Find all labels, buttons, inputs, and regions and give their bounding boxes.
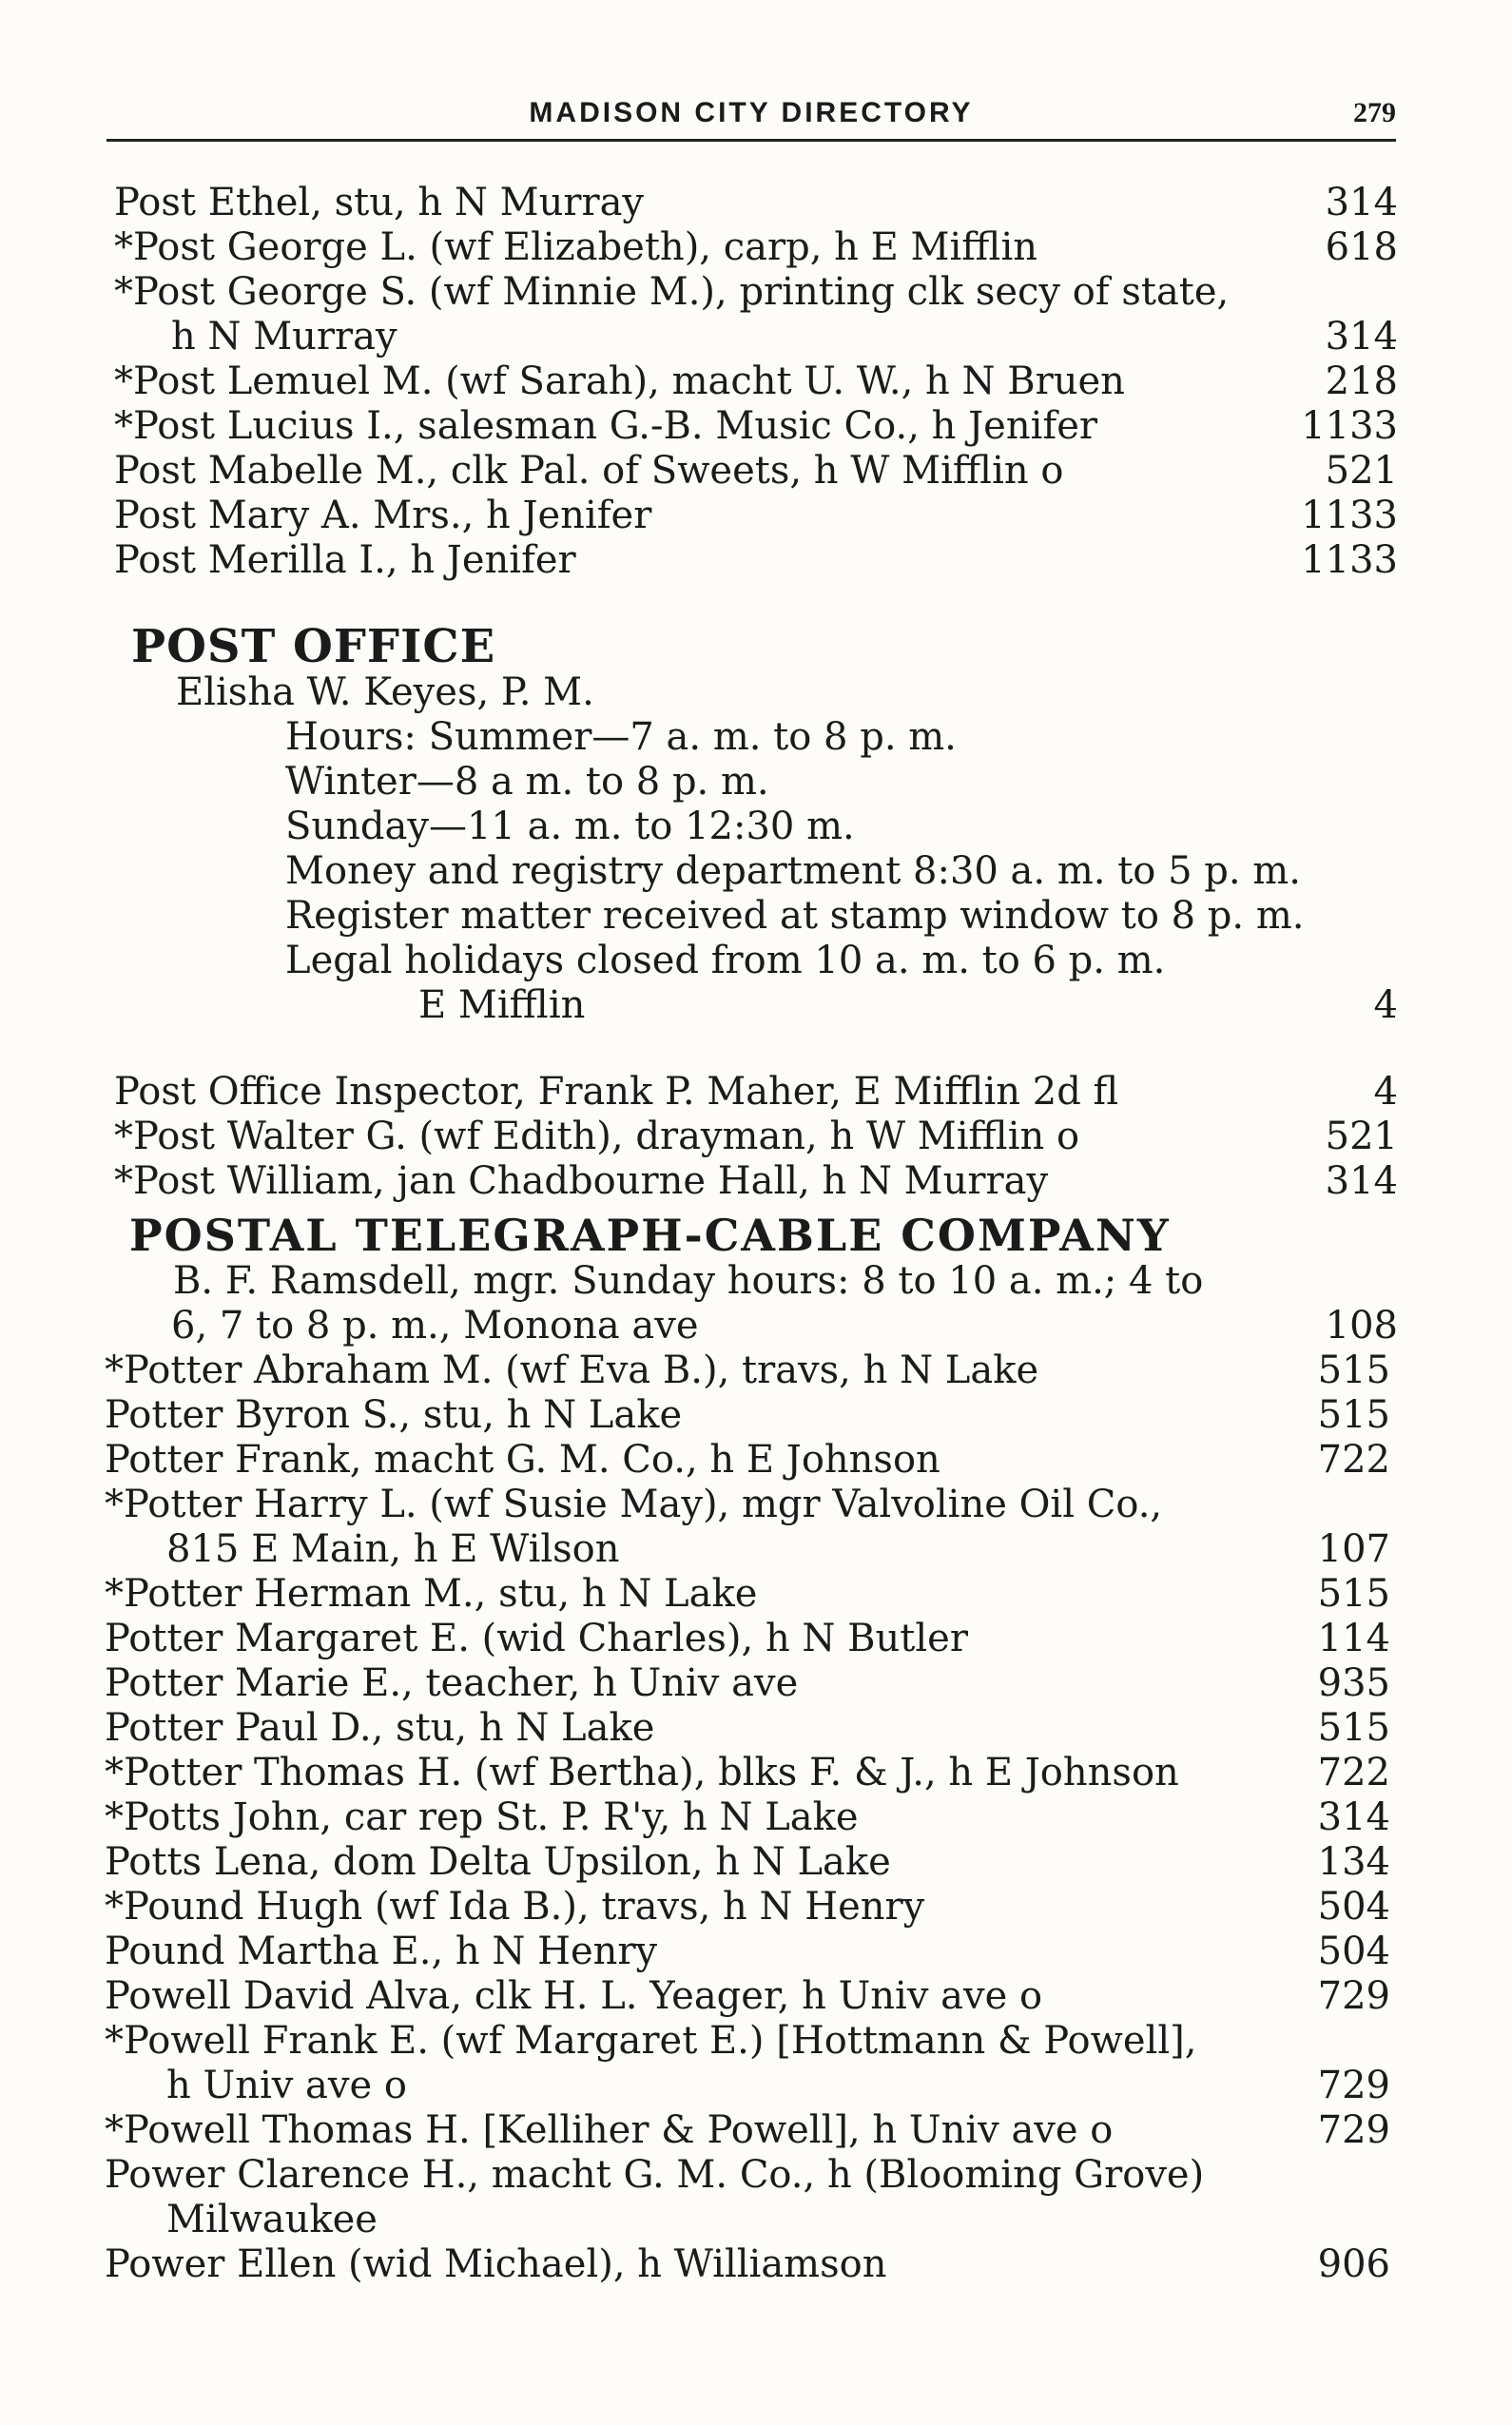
directory-entry bbox=[0, 2108, 1512, 2153]
directory-entry bbox=[0, 1159, 1512, 1204]
hours-line bbox=[0, 939, 1512, 983]
directory-content bbox=[0, 181, 1512, 2287]
entry-number: 729 bbox=[1317, 2108, 1390, 2152]
directory-entry bbox=[0, 1974, 1512, 2019]
directory-entry bbox=[0, 2198, 1512, 2242]
entry-number: 729 bbox=[1317, 1974, 1390, 2018]
directory-entry bbox=[0, 2019, 1512, 2064]
directory-entry bbox=[0, 494, 1512, 538]
entry-number: 504 bbox=[1317, 1930, 1390, 1973]
entry-number: 521 bbox=[1325, 1115, 1398, 1158]
entry-number: 521 bbox=[1325, 449, 1398, 493]
directory-entry bbox=[0, 1840, 1512, 1885]
entry-number: 722 bbox=[1317, 1438, 1390, 1482]
directory-entry bbox=[0, 270, 1512, 315]
directory-entry bbox=[0, 1751, 1512, 1795]
entry-text: *Post Walter G. (wf Edith), drayman, h W Mifflin o bbox=[114, 1115, 1080, 1158]
hours-line bbox=[0, 760, 1512, 805]
entry-number: 515 bbox=[1317, 1393, 1390, 1437]
postal-telegraph-heading: POSTAL TELEGRAPH-CABLE COMPANY bbox=[129, 1210, 1171, 1261]
directory-entry bbox=[0, 2064, 1512, 2108]
postmaster-line: Elisha W. Keyes, P. M. bbox=[176, 670, 594, 714]
post-office-heading: POST OFFICE bbox=[131, 620, 496, 673]
directory-entry bbox=[0, 1617, 1512, 1661]
directory-entry bbox=[0, 315, 1512, 359]
entry-text: h Univ ave o bbox=[166, 2064, 407, 2107]
postal-telegraph-line-1: B. F. Ramsdell, mgr. Sunday hours: 8 to 10 a. m.; 4 to bbox=[173, 1259, 1204, 1303]
entry-number: 515 bbox=[1317, 1706, 1390, 1750]
page-number: 279 bbox=[1353, 97, 1396, 128]
hours-text: Sunday—11 a. m. to 12:30 m. bbox=[285, 805, 855, 848]
hours-line bbox=[0, 894, 1512, 939]
entry-number: 1133 bbox=[1301, 404, 1398, 448]
entry-text: *Potts John, car rep St. P. R'y, h N Lake bbox=[105, 1795, 859, 1839]
directory-entry bbox=[0, 1483, 1512, 1527]
entry-number: 935 bbox=[1317, 1661, 1390, 1705]
entry-text: *Post George L. (wf Elizabeth), carp, h E Mifflin bbox=[114, 225, 1038, 269]
entry-text: Milwaukee bbox=[166, 2198, 378, 2241]
entry-text: Post Mabelle M., clk Pal. of Sweets, h W Mifflin o bbox=[114, 449, 1064, 493]
entry-text: Potter Marie E., teacher, h Univ ave bbox=[105, 1661, 799, 1705]
directory-entry bbox=[0, 359, 1512, 404]
directory-entry bbox=[0, 1115, 1512, 1159]
entry-number: 134 bbox=[1317, 1840, 1390, 1884]
hours-text: Winter—8 a m. to 8 p. m. bbox=[285, 760, 769, 804]
entry-number: 218 bbox=[1325, 359, 1398, 403]
entry-text: *Post Lemuel M. (wf Sarah), macht U. W., h N Bruen bbox=[114, 359, 1125, 403]
directory-entry bbox=[0, 538, 1512, 583]
directory-entry bbox=[0, 1393, 1512, 1438]
directory-entry bbox=[0, 1661, 1512, 1706]
entry-number: 314 bbox=[1325, 181, 1398, 224]
entry-text: *Pound Hugh (wf Ida B.), travs, h N Henry bbox=[105, 1885, 925, 1929]
directory-entry bbox=[0, 1438, 1512, 1483]
directory-entry bbox=[0, 1527, 1512, 1572]
entry-text: *Post George S. (wf Minnie M.), printing clk secy of state, bbox=[114, 270, 1230, 314]
entry-text: Post Mary A. Mrs., h Jenifer bbox=[114, 494, 652, 537]
directory-entry bbox=[0, 449, 1512, 494]
page-header bbox=[107, 91, 1396, 142]
entry-list-post-2 bbox=[0, 1070, 1512, 1204]
post-office-location: E Mifflin 4 bbox=[418, 983, 1398, 1027]
entry-number: 618 bbox=[1325, 225, 1398, 269]
entry-number: 1133 bbox=[1301, 494, 1398, 537]
entry-number: 515 bbox=[1317, 1348, 1390, 1392]
directory-entry bbox=[0, 1706, 1512, 1751]
hours-line bbox=[0, 805, 1512, 849]
directory-entry bbox=[0, 1070, 1512, 1115]
entry-number: 314 bbox=[1325, 1159, 1398, 1203]
hours-line bbox=[0, 849, 1512, 894]
entry-text: Power Ellen (wid Michael), h Williamson bbox=[105, 2242, 887, 2286]
entry-text: *Potter Herman M., stu, h N Lake bbox=[105, 1572, 758, 1616]
directory-entry bbox=[0, 2153, 1512, 2198]
entry-text: Potts Lena, dom Delta Upsilon, h N Lake bbox=[105, 1840, 891, 1884]
directory-entry bbox=[0, 225, 1512, 270]
entry-text: *Powell Frank E. (wf Margaret E.) [Hottmann & Powell], bbox=[105, 2019, 1197, 2063]
entry-text: Post Merilla I., h Jenifer bbox=[114, 538, 576, 582]
entry-number: 4 bbox=[1373, 1070, 1398, 1114]
entry-text: Pound Martha E., h N Henry bbox=[105, 1930, 658, 1973]
directory-entry bbox=[0, 404, 1512, 449]
entry-text: *Potter Thomas H. (wf Bertha), blks F. & J., h E Johnson bbox=[105, 1751, 1179, 1794]
entry-number: 515 bbox=[1317, 1572, 1390, 1616]
entry-text: *Post Lucius I., salesman G.-B. Music Co., h Jenifer bbox=[114, 404, 1097, 448]
entry-text: Potter Paul D., stu, h N Lake bbox=[105, 1706, 655, 1750]
entry-text: Post Ethel, stu, h N Murray bbox=[114, 181, 645, 224]
hours-line bbox=[0, 715, 1512, 760]
hours-text: Legal holidays closed from 10 a. m. to 6 p. m. bbox=[285, 939, 1166, 982]
directory-title: MADISON CITY DIRECTORY bbox=[529, 97, 974, 128]
entry-number: 504 bbox=[1317, 1885, 1390, 1929]
directory-entry bbox=[0, 1348, 1512, 1393]
hours-text: Money and registry department 8:30 a. m. to 5 p. m. bbox=[285, 849, 1301, 893]
entry-text: Potter Frank, macht G. M. Co., h E Johnson bbox=[105, 1438, 940, 1482]
entry-text: Potter Byron S., stu, h N Lake bbox=[105, 1393, 683, 1437]
entry-list-post bbox=[0, 181, 1512, 583]
entry-text: Power Clarence H., macht G. M. Co., h (Blooming Grove) bbox=[105, 2153, 1205, 2197]
directory-entry bbox=[0, 1795, 1512, 1840]
directory-entry bbox=[0, 1885, 1512, 1930]
entry-text: *Post William, jan Chadbourne Hall, h N Murray bbox=[114, 1159, 1049, 1203]
directory-entry bbox=[0, 181, 1512, 225]
entry-text: 815 E Main, h E Wilson bbox=[166, 1527, 620, 1571]
hours-text: Hours: Summer—7 a. m. to 8 p. m. bbox=[285, 715, 957, 759]
entry-text: *Potter Abraham M. (wf Eva B.), travs, h N Lake bbox=[105, 1348, 1039, 1392]
entry-number: 729 bbox=[1317, 2064, 1390, 2107]
entry-list-potter bbox=[0, 1348, 1512, 2287]
post-office-hours bbox=[0, 715, 1512, 983]
postal-telegraph-line-2: 6, 7 to 8 p. m., Monona ave 108 bbox=[171, 1304, 1398, 1348]
directory-entry bbox=[0, 2242, 1512, 2287]
entry-number: 314 bbox=[1317, 1795, 1390, 1839]
entry-text: *Potter Harry L. (wf Susie May), mgr Valvoline Oil Co., bbox=[105, 1483, 1163, 1526]
entry-number: 722 bbox=[1317, 1751, 1390, 1794]
entry-text: h N Murray bbox=[171, 315, 397, 359]
directory-entry bbox=[0, 1930, 1512, 1974]
entry-number: 906 bbox=[1317, 2242, 1390, 2286]
entry-text: *Powell Thomas H. [Kelliher & Powell], h Univ ave o bbox=[105, 2108, 1114, 2152]
entry-text: Post Office Inspector, Frank P. Maher, E Mifflin 2d fl bbox=[114, 1070, 1119, 1114]
entry-text: Potter Margaret E. (wid Charles), h N Butler bbox=[105, 1617, 968, 1660]
entry-text: Powell David Alva, clk H. L. Yeager, h Univ ave o bbox=[105, 1974, 1043, 2018]
entry-number: 114 bbox=[1317, 1617, 1390, 1660]
entry-number: 1133 bbox=[1301, 538, 1398, 582]
entry-number: 314 bbox=[1325, 315, 1398, 359]
entry-number: 107 bbox=[1317, 1527, 1390, 1571]
directory-entry bbox=[0, 1572, 1512, 1617]
hours-text: Register matter received at stamp window to 8 p. m. bbox=[285, 894, 1305, 938]
